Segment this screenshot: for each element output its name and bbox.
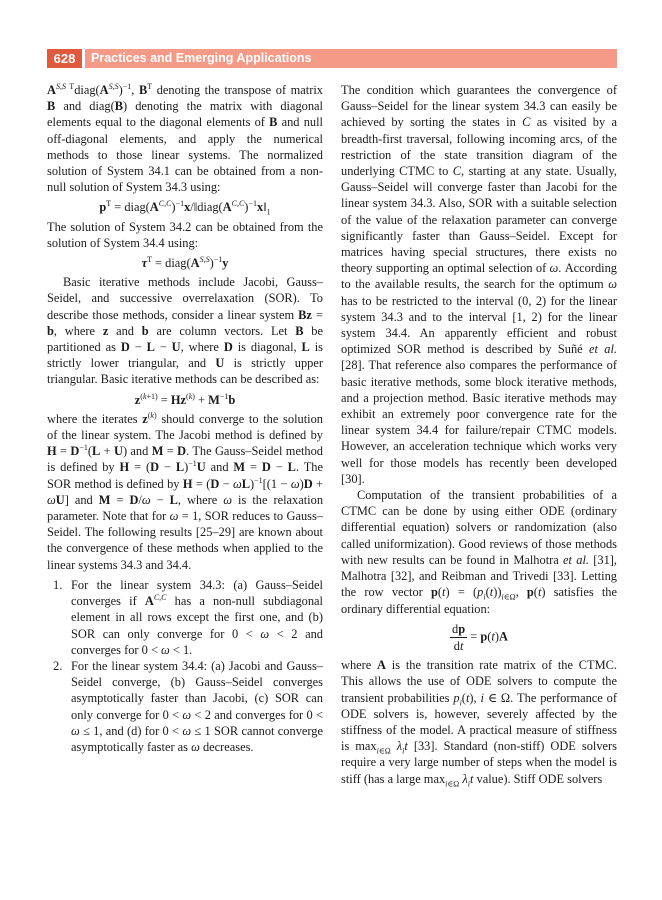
right-paragraph-1: The condition which guarantees the convergence of Gauss–Seidel for the linear system 34.3 can easily be achieved by sorting the states in C as visited by a breadth-first traversal, following incoming arcs, of the restriction of the state transition diagram of the underlying CTMC to C, starting at any state. Usually, Gauss–Seidel will converge faster than Jacobi for the linear system 34.3. Also, SOR with a suitable selection of the value of the relaxation parameter can converge significantly faster than Gauss–Seidel. Except for matrices having special structures, there exists no theory supporting an optimal selection of ω. According to the available results, the search for the optimum ω has to be restricted to the interval (0, 2) for the linear system 34.3 and to the interval [1, 2) for the linear system 34.4. An apparently efficient and robust optimized SOR method is described by Suñé et al. [28]. That reference also compares the performance of basic iterative methods, some block iterative methods, and a projection method. Basic iterative methods may exhibit an extremely poor convergence rate for the linear system 34.4 for failure/repair CTMC models. However, an acceleration technique which works very well for those models has recently been developed [30]. <box>341 83 618 486</box>
running-title: Practices and Emerging Applications <box>85 49 617 68</box>
right-paragraph-3: where A is the transition rate matrix of the CTMC. This allows the use of ODE solvers to compute the transient probabilities $p_i(t)$, i ∈ Ω. The performance of ODE solvers is, however, severely affected by the stiffness of the model. A practical measure of stiffness is $\max_{i\in\Omega} \lambda_it$ [33]. Standard (non-stiff) ODE solvers require a very large number of steps when the model is stiff (has a large $\max_{i\in\Omega} \lambda_it$ value). Stiff ODE solvers <box>341 658 617 788</box>
equation-iteration: $z^{(k+1)} = Hz^{(k)} + M^{-1}b$ <box>134 391 236 407</box>
list-item: 1. For the linear system 34.3: (a) Gauss–Seidel converges if $A^{C,C}$ has a non-null subdiagonal element in all rows except the first one, and (b) SOR can only converge for 0 < ω < 2 and converges for 0 < ω < 1. <box>53 577 323 657</box>
right-column <box>341 82 617 787</box>
left-column <box>47 82 323 755</box>
left-paragraph-2: The solution of System 34.2 can be obtained from the solution of System 34.4 using: <box>47 219 323 250</box>
convergence-results-list <box>47 577 323 755</box>
list-item: 2. For the linear system 34.4: (a) Jacobi and Gauss–Seidel converge, (b) Gauss–Seidel converges asymptotically faster than Jacobi, (c) SOR can only converge for 0 < ω < 2 and converges for 0 < ω ≤ 1, and (d) for 0 < ω ≤ 1 SOR cannot converge asymptotically faster as ω decreases. <box>53 658 323 754</box>
equation-tau: $\tau^T$ = $diag(A^{S,S})^{-1}y$ <box>141 254 229 271</box>
right-paragraph-2: Computation of the transient probabilities of a CTMC can be done by using either ODE (ordinary differential equation) solvers or randomization (also called uniformization). Good reviews of those methods with new results can be found in Malhotra et al. [31], Malhotra [32], and Reibman and Trivedi [33]. Letting the row vector $p(t) = (p_i(t))_{i\in\Omega}$, p(t) satisfies the ordinary differential equation: <box>341 488 617 616</box>
left-paragraph-3: Basic iterative methods include Jacobi, Gauss–Seidel, and successive overrelaxation (SOR). To describe those methods, consider a linear system Bz = b, where z and b are column vectors. Let B be partitioned as D − L − U, where D is diagonal, L is strictly lower triangular, and U is strictly upper triangular. Basic iterative methods can be described as: <box>47 275 324 387</box>
left-paragraph-4: where the iterates $z^{(k)}$ should converge to the solution of the linear system. The Jacobi method is defined by $H = D^{-1}(L + U)$ and M = D. The Gauss–Seidel method is defined by $H = (D - L)^{-1}U$ and M = D − L. The SOR method is defined by $H = (D - \omega L)^{-1}[(1 - \omega)D + \omega U]$ and M = D/ω − L, where ω is the relaxation parameter. Note that for ω = 1, SOR reduces to Gauss–Seidel. The following results [25–29] are known about the convergence of these methods when applied to the linear systems 34.3 and 34.4. <box>47 410 324 572</box>
left-paragraph-1: $A^{S,S}$ $^Tdiag(A^{S,S})^{-1}$, $B^T$ denoting the transpose of matrix B and diag(B) denoting the matrix with diagonal elements equal to the diagonal elements of B and null off-diagonal elements, and apply the numerical methods to those linear systems. The normalized solution of System 34.1 can be obtained from a non-null solution of System 34.3 using: <box>47 81 323 195</box>
page-number: 628 <box>47 49 82 68</box>
equation-normalized-solution: $p^T$ = $diag(A^{C,C})^{-1}x/‖diag(A^{C,C})^{-1}x‖_1$ <box>99 199 271 217</box>
page-header <box>47 49 617 68</box>
equation-ode: $\frac{dp}{dt}$ = p(t)A <box>452 621 508 653</box>
